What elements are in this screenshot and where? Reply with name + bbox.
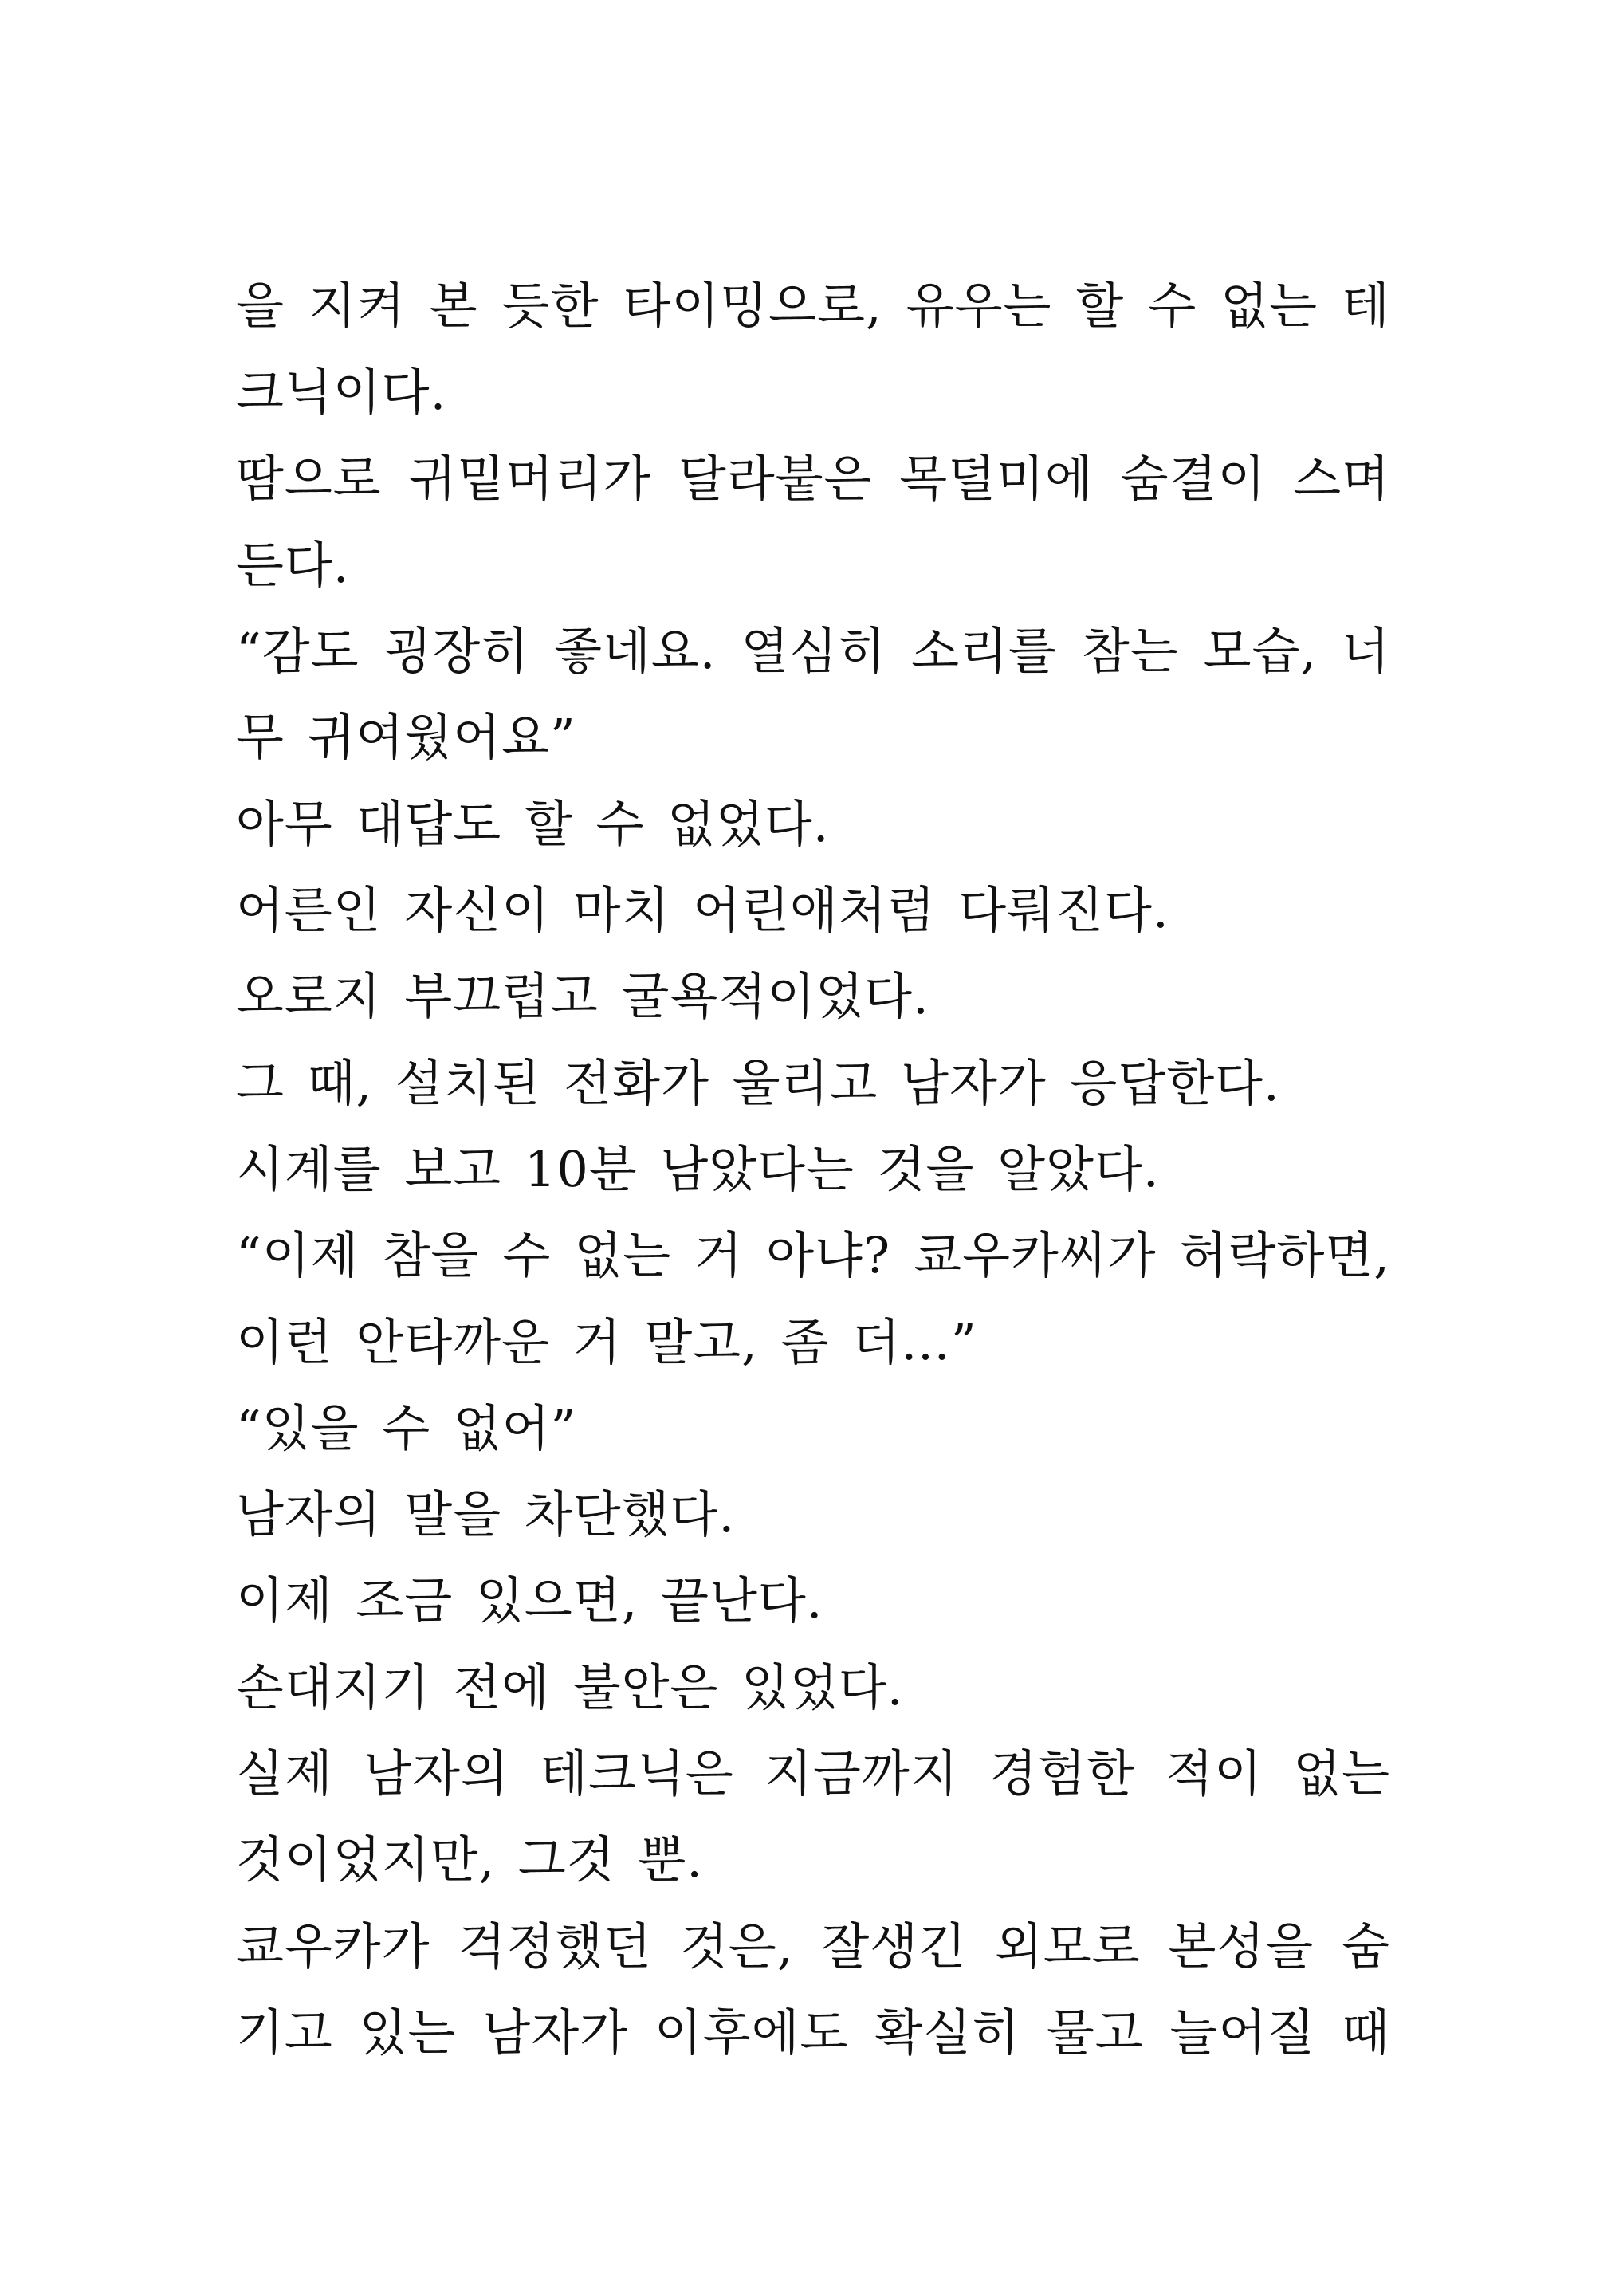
- text-line: 을 지켜 본 듯한 타이밍으로, 유우는 할 수 없는 테: [236, 277, 1390, 335]
- text-line: 실제 남자의 테크닉은 지금까지 경험한 적이 없는: [236, 1744, 1390, 1803]
- text-line: “이제 참을 수 없는 거 아냐? 쿄우카씨가 허락하면,: [236, 1226, 1390, 1285]
- body-text: [236, 263, 1390, 2076]
- text-line: 남자의 말을 차단했다.: [236, 1485, 736, 1544]
- text-line: 이제 조금 있으면, 끝난다.: [236, 1571, 823, 1630]
- text-line: 땀으로 귀밑머리가 달라붙은 목덜미에 숨결이 스며: [236, 449, 1390, 508]
- text-line: 크닉이다.: [236, 363, 447, 422]
- text-line: 든다.: [236, 535, 350, 594]
- text-line: “있을 수 없어”: [236, 1398, 577, 1457]
- text-line: 아무 대답도 할 수 없었다.: [236, 794, 830, 853]
- text-line: 오로지 부끄럽고 굴욕적이었다.: [236, 967, 929, 1026]
- text-line: 이런 안타까운 거 말고, 좀 더…”: [236, 1312, 977, 1371]
- text-line: “감도 굉장히 좋네요. 열심히 소리를 참는 모습, 너: [236, 622, 1390, 681]
- text-line: 시계를 보고 10분 남았다는 것을 알았다.: [236, 1139, 1160, 1198]
- text-line: 무 귀여웠어요”: [236, 708, 576, 767]
- text-line: 쿄우카가 걱정했던 것은, 잘생긴 외모로 본성을 숨: [236, 1917, 1390, 1976]
- text-line: 그 때, 설치된 전화가 울리고 남자가 응답한다.: [236, 1053, 1280, 1112]
- text-line: 기고 있는 남자가 이후에도 확실히 물고 늘어질 때: [236, 2003, 1390, 2062]
- text-line: 어른인 자신이 마치 어린애처럼 다뤄진다.: [236, 881, 1169, 940]
- text-line: 것이었지만, 그것 뿐.: [236, 1830, 703, 1889]
- text-line: 손대지기 전에 불안은 있었다.: [236, 1657, 904, 1716]
